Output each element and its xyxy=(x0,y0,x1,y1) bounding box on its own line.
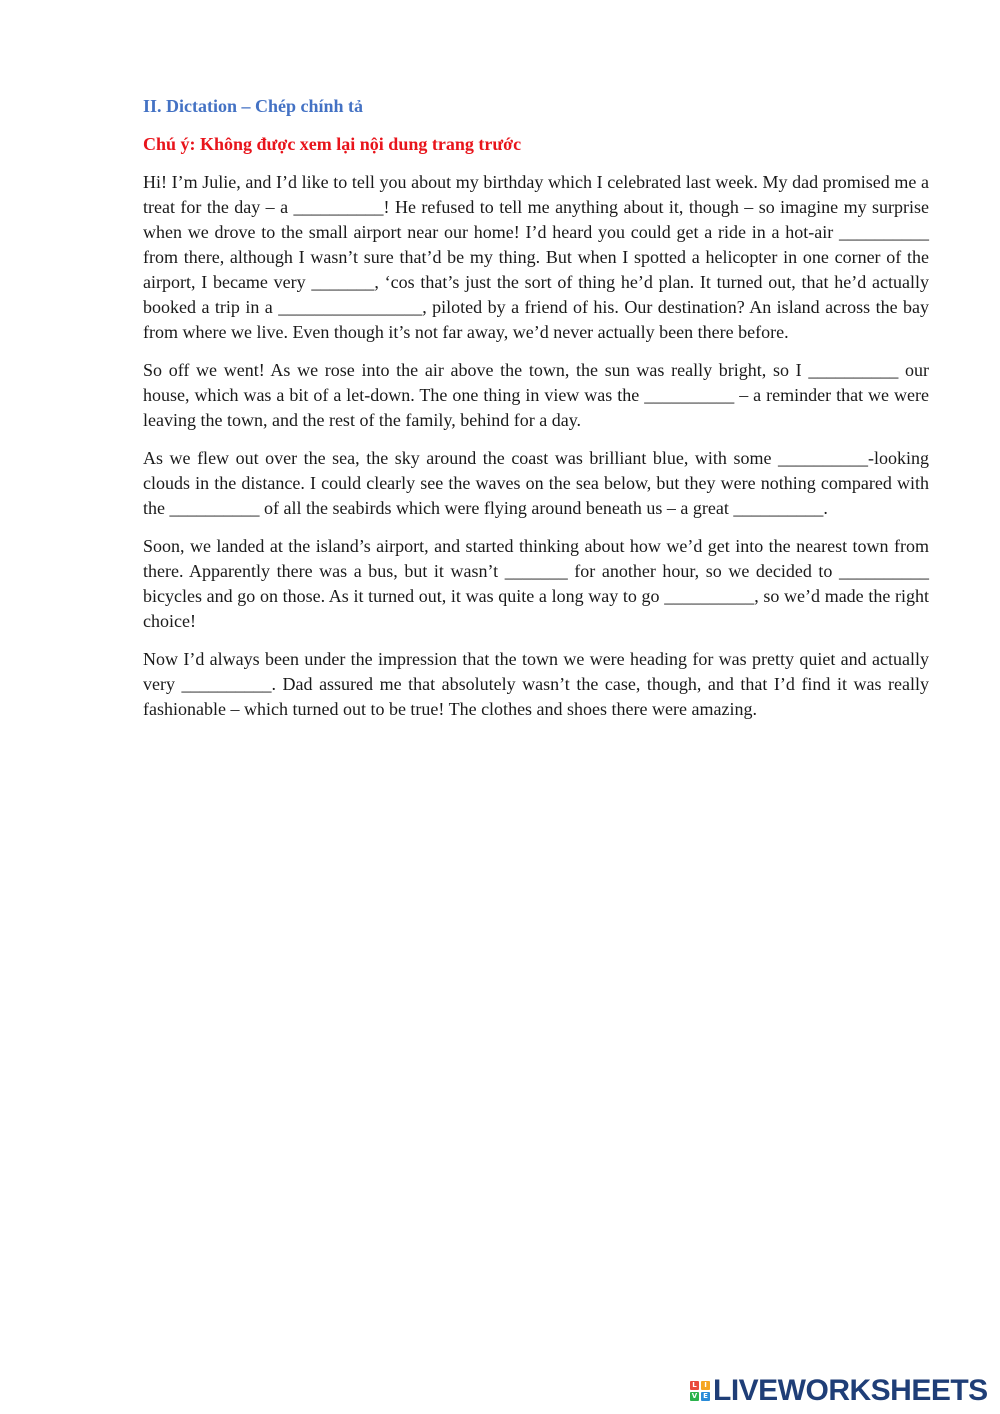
section-title: II. Dictation – Chép chính tả xyxy=(143,96,364,116)
logo-mark-tile: E xyxy=(701,1392,710,1401)
paragraph-2: So off we went! As we rose into the air above the town, the sun was really bright, so I __________ our house, which was a bit of a let-down. The one thing in view was the __________ – a reminder that we were leaving the town, and the rest of the family, behind for a day. xyxy=(143,360,929,430)
paragraph-1: Hi! I’m Julie, and I’d like to tell you about my birthday which I celebrated last week. My dad promised me a treat for the day – a __________! He refused to tell me anything about it, though – so imagine my surprise when we drove to the small airport near our home! I’d heard you could get a ride in a hot-air __________ from there, although I wasn’t sure that’d be my thing. But when I spotted a helicopter in one corner of the airport, I became very _______, ‘cos that’s just the sort of thing he’d plan. It turned out, that he’d actually booked a trip in a ________________, piloted by a friend of his. Our destination? An island across the bay from where we live. Even though it’s not far away, we’d never actually been there before. xyxy=(143,172,929,342)
paragraph-4: Soon, we landed at the island’s airport, and started thinking about how we’d get into the nearest town from there. Apparently there was a bus, but it wasn’t _______ for another hour, so we decided to __________ bicycles and go on those. As it turned out, it was quite a long way to go __________, so we’d made the right choice! xyxy=(143,536,929,631)
liveworksheets-logo-icon xyxy=(690,1381,710,1401)
paragraph-5: Now I’d always been under the impression that the town we were heading for was pretty quiet and actually very __________. Dad assured me that absolutely wasn’t the case, though, and that I’d find it was really fashionable – which turned out to be true! The clothes and shoes there were amazing. xyxy=(143,649,929,719)
logo-mark-tile: L xyxy=(690,1381,699,1390)
paragraph-3: As we flew out over the sea, the sky around the coast was brilliant blue, with some __________-looking clouds in the distance. I could clearly see the waves on the sea below, but they were nothing compared with the __________ of all the seabirds which were flying around beneath us – a great __________. xyxy=(143,448,929,518)
worksheet-page xyxy=(143,94,929,735)
warning-note: Chú ý: Không được xem lại nội dung trang trước xyxy=(143,134,522,154)
logo-mark-tile: V xyxy=(691,1392,698,1400)
logo-mark-tile: I xyxy=(701,1381,710,1390)
logo-text: LIVEWORKSHEETS xyxy=(713,1374,988,1407)
liveworksheets-logo xyxy=(690,1374,988,1408)
